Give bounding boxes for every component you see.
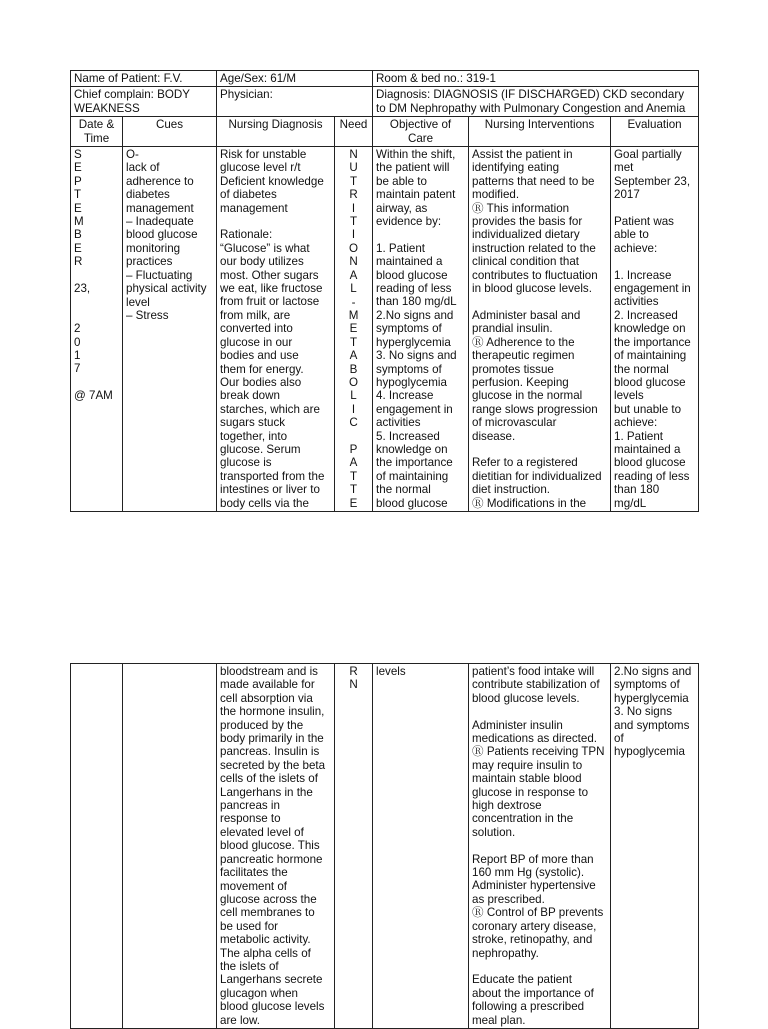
text-line: blood glucose (376, 268, 448, 282)
text-line: maintained a (376, 255, 443, 269)
text-line: provides the basis for (472, 215, 583, 229)
need-cell (335, 664, 373, 1029)
text-line: B (74, 228, 82, 242)
text-line: – Inadequate (126, 215, 194, 229)
text-line: 1 (74, 349, 81, 363)
text-line: I (351, 228, 356, 242)
text-line (472, 705, 607, 718)
chief-complain: Chief complain: BODY WEAKNESS (71, 87, 217, 117)
text-line: Rationale: (220, 228, 273, 242)
text-line: management (126, 201, 194, 215)
text-line: 1. Patient (376, 241, 426, 255)
text-line: E (349, 496, 358, 510)
text-line: of diabetes (220, 188, 277, 202)
text-line: but unable to (614, 402, 682, 416)
text-line: meal plan. (472, 1013, 526, 1027)
text-line: dietitian for individualized (472, 469, 602, 483)
text-line: – Stress (126, 308, 169, 322)
text-line (74, 309, 119, 322)
text-line: be used for (220, 919, 279, 933)
col-header-interventions: Nursing Interventions (469, 117, 611, 147)
text-line: T (349, 215, 358, 229)
text-line: Goal partially (614, 148, 682, 162)
text-line (472, 839, 607, 852)
col-header-need: Need (335, 117, 373, 147)
text-line: coronary artery disease, (472, 919, 597, 933)
text-line: Langerhans secrete (220, 973, 323, 987)
text-line: diabetes (126, 188, 170, 202)
text-line: about the importance of (472, 986, 594, 1000)
text-line: patterns that need to be (472, 174, 595, 188)
text-line: E (74, 201, 82, 215)
text-line (74, 376, 119, 389)
care-plan-continuation-row (71, 664, 699, 1029)
text-line: most. Other sugars (220, 268, 319, 282)
text-line: Educate the patient (472, 973, 572, 987)
text-line: medications as directed. (472, 732, 598, 746)
text-line: lack of (126, 161, 160, 175)
text-line: pancreas in (220, 799, 280, 813)
text-line: adherence to (126, 174, 194, 188)
text-line: 1. Patient (614, 429, 664, 443)
text-line: in blood glucose levels. (472, 282, 592, 296)
text-line (376, 228, 465, 241)
text-line: Within the shift, (376, 148, 456, 162)
evaluation-cell (611, 664, 699, 1029)
patient-info-row (71, 71, 699, 87)
text-line: airway, as (376, 201, 428, 215)
text-line: N (349, 678, 358, 692)
text-line: E (74, 161, 82, 175)
text-line: blood glucose levels (220, 1000, 325, 1014)
text-line (74, 295, 119, 308)
text-line: blood glucose (376, 496, 448, 510)
text-line: 3. No signs and (376, 349, 457, 363)
text-line: elevated level of (220, 825, 304, 839)
text-line: sugars stuck (220, 416, 286, 430)
text-line: may require insulin to (472, 758, 583, 772)
text-line: glucose in our (220, 335, 293, 349)
text-line: glucose is (220, 456, 272, 470)
text-line: the normal (376, 483, 431, 497)
text-line: levels (614, 389, 644, 403)
text-line: be able to (376, 174, 427, 188)
text-line: solution. (472, 825, 516, 839)
text-line: 2017 (614, 188, 640, 202)
text-line: 5. Increased (376, 429, 440, 443)
text-line: contributes to fluctuation (472, 268, 598, 282)
text-line: diet instruction. (472, 483, 551, 497)
text-line: level (126, 295, 150, 309)
text-line: them for energy. (220, 362, 304, 376)
text-line: R (349, 665, 358, 678)
text-line: L (350, 282, 357, 296)
text-line: than 180 (614, 483, 660, 497)
text-line: - (351, 295, 356, 309)
text-line: facilitates the (220, 866, 288, 880)
text-line: from milk, are (220, 308, 291, 322)
text-line: instruction related to the (472, 241, 596, 255)
text-line: I (351, 201, 356, 215)
text-line: modified. (472, 188, 520, 202)
text-line: the importance (614, 335, 691, 349)
text-line: Ⓡ Patients receiving TPN (472, 745, 605, 759)
text-line: hyperglycemia (614, 691, 689, 705)
nursing-diagnosis-cell (217, 147, 335, 512)
text-line: knowledge on (614, 322, 686, 336)
diagnosis-header: Diagnosis: DIAGNOSIS (IF DISCHARGED) CKD secondary to DM Nephropathy with Pulmonary Congestion and Anemia (373, 87, 699, 117)
text-line: activities (614, 295, 659, 309)
text-line: cell membranes to (220, 906, 315, 920)
text-line: are low. (220, 1013, 260, 1027)
text-line: Our bodies also (220, 375, 302, 389)
text-line: Ⓡ Modifications in the (472, 496, 587, 510)
text-line: clinical condition that (472, 255, 580, 269)
text-line: break down (220, 389, 280, 403)
text-line: bodies and use (220, 349, 299, 363)
col-header-date-time: Date & Time (71, 117, 123, 147)
text-line: from fruit or lactose (220, 295, 320, 309)
text-line: met (614, 161, 634, 175)
text-line: mg/dL (614, 496, 647, 510)
text-line: hyperglycemia (376, 335, 451, 349)
text-line: T (74, 188, 82, 202)
text-line: disease. (472, 429, 516, 443)
text-line: the islets of (220, 959, 279, 973)
text-line: T (349, 335, 358, 349)
text-line: blood glucose (614, 375, 686, 389)
text-line: metabolic activity. (220, 933, 311, 947)
text-line: T (349, 174, 358, 188)
text-line: E (74, 241, 82, 255)
text-line: pancreatic hormone (220, 852, 323, 866)
text-line: glucagon when (220, 986, 298, 1000)
text-line: M (74, 215, 84, 229)
text-line: B (349, 362, 358, 376)
text-line: blood glucose levels. (472, 691, 580, 705)
text-line: as prescribed. (472, 892, 545, 906)
text-line: able to (614, 228, 649, 242)
text-line: P (74, 174, 82, 188)
text-line: concentration in the (472, 812, 574, 826)
text-line: 2.No signs and (614, 665, 692, 678)
text-line: A (349, 268, 358, 282)
text-line: 7 (74, 362, 81, 376)
text-line: intestines or liver to (220, 483, 320, 497)
text-line: levels (376, 665, 406, 678)
text-line: Administer hypertensive (472, 879, 596, 893)
text-line: than 180 mg/dL (376, 295, 457, 309)
text-line: achieve: (614, 416, 658, 430)
text-line: A (349, 456, 358, 470)
text-line: 2.No signs and (376, 308, 454, 322)
evaluation-cell (611, 147, 699, 512)
text-line: response to (220, 812, 281, 826)
room-bed: Room & bed no.: 319-1 (373, 71, 699, 87)
text-line: Refer to a registered (472, 456, 578, 470)
text-line: September 23, (614, 174, 691, 188)
text-line: reading of less (376, 282, 452, 296)
patient-name: Name of Patient: F.V. (71, 71, 217, 87)
complaint-row (71, 87, 699, 117)
text-line: glucose. Serum (220, 442, 301, 456)
text-line: starches, which are (220, 402, 320, 416)
text-line: promotes tissue (472, 362, 554, 376)
text-line: The alpha cells of (220, 946, 311, 960)
text-line: the hormone insulin, (220, 705, 325, 719)
text-line: T (349, 483, 358, 497)
text-line: hypoglycemia (614, 745, 685, 759)
text-line: of microvascular (472, 416, 557, 430)
nursing-care-plan-table-page-1 (70, 70, 699, 512)
text-line: L (350, 389, 357, 403)
text-line: contribute stabilization of (472, 678, 600, 692)
text-line: body primarily in the (220, 732, 324, 746)
text-line: T (349, 469, 358, 483)
text-line: Ⓡ Adherence to the (472, 335, 575, 349)
text-line: pancreas. Insulin is (220, 745, 320, 759)
text-line: P (349, 442, 358, 456)
text-line: produced by the (220, 718, 304, 732)
text-line: maintained a (614, 442, 681, 456)
text-line (220, 215, 331, 228)
text-line: following a prescribed (472, 1000, 585, 1014)
text-line: cells of the islets of (220, 772, 318, 786)
text-line: body cells via the (220, 496, 309, 510)
text-line: Risk for unstable (220, 148, 307, 162)
age-sex: Age/Sex: 61/M (217, 71, 373, 87)
text-line: movement of (220, 879, 288, 893)
text-line: patient’s food intake will (472, 665, 595, 678)
text-line: A (349, 349, 358, 363)
text-line: converted into (220, 322, 293, 336)
text-line: bloodstream and is (220, 665, 318, 678)
text-line: of maintaining (614, 349, 687, 363)
text-line: monitoring (126, 241, 181, 255)
text-line: perfusion. Keeping (472, 375, 569, 389)
objective-cell (373, 664, 469, 1029)
text-line: C (349, 416, 358, 430)
text-line: 2. Increased (614, 308, 678, 322)
text-line: range slows progression (472, 402, 598, 416)
date-time-cell (71, 147, 123, 512)
text-line: transported from the (220, 469, 325, 483)
text-line: maintain patent (376, 188, 456, 202)
text-line (614, 202, 695, 215)
text-line: “Glucose” is what (220, 241, 310, 255)
text-line: identifying eating (472, 161, 560, 175)
text-line: 160 mm Hg (systolic). (472, 866, 585, 880)
text-line: together, into (220, 429, 288, 443)
text-line: evidence by: (376, 215, 442, 229)
text-line: stroke, retinopathy, and (472, 933, 593, 947)
cues-cell (123, 664, 217, 1029)
text-line: Ⓡ Control of BP prevents (472, 906, 604, 920)
text-line: Patient was (614, 215, 674, 229)
text-line: prandial insulin. (472, 322, 553, 336)
text-line (472, 296, 607, 309)
text-line: individualized dietary (472, 228, 580, 242)
text-line: Administer insulin (472, 718, 563, 732)
text-line: S (74, 148, 82, 162)
col-header-nursing-diagnosis: Nursing Diagnosis (217, 117, 335, 147)
text-line (472, 960, 607, 973)
column-header-row (71, 117, 699, 147)
text-line: 2 (74, 322, 81, 336)
text-line: E (349, 322, 358, 336)
text-line: Deficient knowledge (220, 174, 324, 188)
text-line: the normal (614, 362, 669, 376)
text-line: high dextrose (472, 799, 542, 813)
text-line: M (348, 308, 359, 322)
text-line: O (349, 241, 359, 255)
text-line: and symptoms (614, 718, 690, 732)
text-line: of (614, 732, 624, 746)
text-line (472, 443, 607, 456)
text-line: Administer basal and (472, 308, 581, 322)
text-line: N (349, 255, 358, 269)
text-line: Langerhans in the (220, 785, 313, 799)
text-line: blood glucose (126, 228, 198, 242)
date-time-cell (71, 664, 123, 1029)
physician: Physician: (217, 87, 373, 117)
text-line: we eat, like fructose (220, 282, 323, 296)
text-line: of maintaining (376, 469, 449, 483)
text-line: physical activity (126, 282, 207, 296)
interventions-cell (469, 147, 611, 512)
col-header-cues: Cues (123, 117, 217, 147)
text-line: I (351, 402, 356, 416)
text-line: U (349, 161, 358, 175)
text-line: R (349, 188, 358, 202)
col-header-objective: Objective of Care (373, 117, 469, 147)
text-line: glucose across the (220, 892, 317, 906)
interventions-cell (469, 664, 611, 1029)
text-line: Report BP of more than (472, 852, 594, 866)
objective-cell (373, 147, 469, 512)
text-line: therapeutic regimen (472, 349, 575, 363)
text-line: O (349, 375, 359, 389)
text-line: reading of less (614, 469, 690, 483)
nursing-diagnosis-cell (217, 664, 335, 1029)
text-line: knowledge on (376, 442, 448, 456)
text-line: nephropathy. (472, 946, 539, 960)
text-line: blood glucose (614, 456, 686, 470)
text-line: secreted by the beta (220, 758, 326, 772)
text-line: 3. No signs (614, 705, 672, 719)
text-line: glucose in the normal (472, 389, 583, 403)
col-header-evaluation: Evaluation (611, 117, 699, 147)
text-line: engagement in (376, 402, 453, 416)
text-line: glucose in response to (472, 785, 589, 799)
nursing-care-plan-table-page-2 (70, 663, 699, 1029)
text-line: the patient will (376, 161, 450, 175)
text-line: hypoglycemia (376, 375, 447, 389)
text-line: engagement in (614, 282, 691, 296)
text-line: N (349, 148, 358, 162)
text-line: 1. Increase (614, 268, 672, 282)
text-line: management (220, 201, 288, 215)
text-line: our body utilizes (220, 255, 304, 269)
text-line (338, 430, 369, 443)
text-line: Ⓡ This information (472, 201, 570, 215)
text-line: 23, (74, 282, 91, 296)
care-plan-body-row (71, 147, 699, 512)
text-line: practices (126, 255, 173, 269)
text-line: made available for (220, 678, 315, 692)
text-line (74, 269, 119, 282)
text-line: – Fluctuating (126, 268, 193, 282)
text-line: R (74, 255, 83, 269)
text-line: glucose level r/t (220, 161, 301, 175)
text-line: cell absorption via (220, 691, 313, 705)
text-line: symptoms of (376, 362, 442, 376)
text-line: the importance (376, 456, 453, 470)
text-line: symptoms of (614, 678, 680, 692)
text-line: O- (126, 148, 139, 162)
need-cell (335, 147, 373, 512)
text-line: blood glucose. This (220, 839, 320, 853)
text-line: symptoms of (376, 322, 442, 336)
text-line: activities (376, 416, 421, 430)
text-line: Assist the patient in (472, 148, 573, 162)
text-line: @ 7AM (74, 389, 113, 403)
cues-cell (123, 147, 217, 512)
text-line: achieve: (614, 241, 658, 255)
text-line (614, 255, 695, 268)
text-line: 0 (74, 335, 81, 349)
text-line: maintain stable blood (472, 772, 582, 786)
text-line: 4. Increase (376, 389, 434, 403)
